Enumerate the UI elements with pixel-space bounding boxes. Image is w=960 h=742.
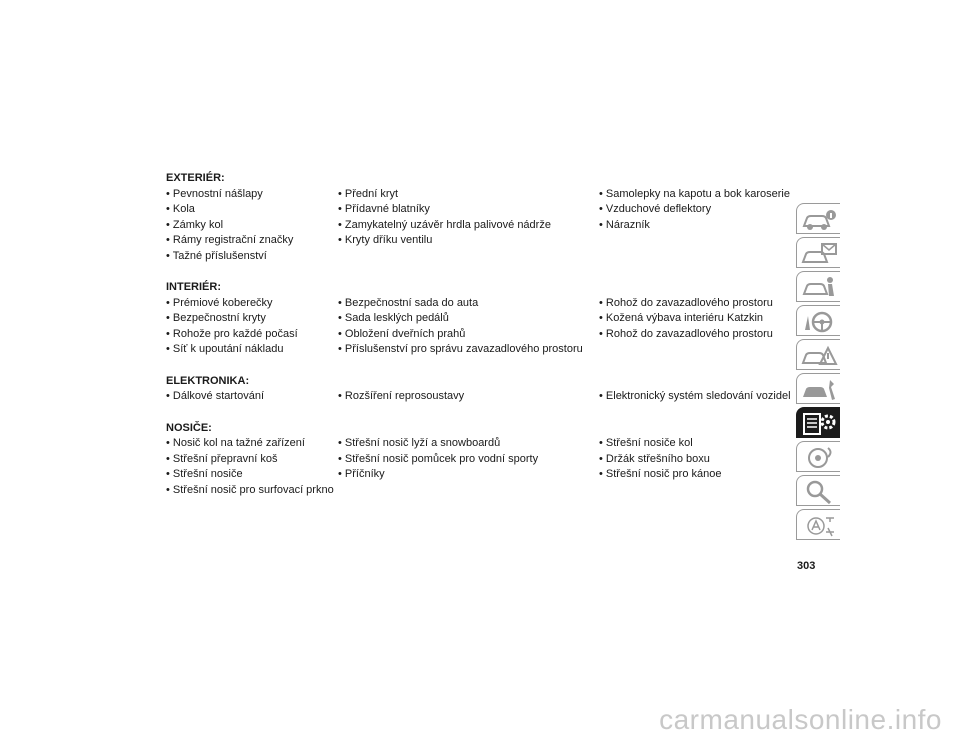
car-service-icon [800,376,838,403]
accessory-row [166,249,786,265]
accessory-item: • Elektronický systém sledování vozidel [599,390,791,402]
spec-gear-icon [800,410,838,437]
accessory-row [166,218,786,234]
tab-car-seat-safety[interactable] [796,271,840,302]
accessory-item: • Příčníky [338,468,385,480]
accessory-row [166,202,786,218]
accessory-section [166,421,786,499]
accessory-item: • Kožená výbava interiéru Katzkin [599,312,764,324]
tab-search[interactable] [796,475,840,506]
chapter-sidebar [796,203,842,543]
accessory-item: • Střešní nosič pro surfovací prkno [166,483,334,496]
accessory-item: • Zámky kol [166,218,224,231]
steering-wheel-icon [800,308,838,335]
tab-car-info[interactable] [796,203,840,234]
accessory-item: • Přídavné blatníky [338,203,430,215]
tab-car-message[interactable] [796,237,840,268]
accessory-item: • Střešní nosiče kol [599,437,693,449]
car-message-icon [800,240,838,267]
section-heading: INTERIÉR: [166,281,221,293]
multimedia-icon [800,444,838,471]
accessory-item: • Pevnostní nášlapy [166,187,263,200]
accessory-item: • Rohož do zavazadlového prostoru [599,327,773,340]
tab-steering-wheel[interactable] [796,305,840,336]
tab-multimedia[interactable] [796,441,840,472]
accessory-item: • Dálkové startování [166,390,265,402]
accessory-row [166,311,786,327]
accessory-item: • Zamykatelný uzávěr hrdla palivové nádrže [338,218,551,231]
accessory-item: • Střešní přepravní koš [166,452,278,465]
accessories-content [166,171,791,514]
accessory-section [166,171,790,264]
accessory-item: • Bezpečnostní kryty [166,312,266,324]
accessory-item: • Rámy registrační značky [166,234,294,246]
accessory-row [166,436,786,452]
accessory-item: • Rohož do zavazadlového prostoru [599,296,773,309]
magnifier-icon [800,478,838,505]
accessory-row [166,296,786,312]
accessory-item: • Příslušenství pro správu zavazadlového prostoru [338,343,583,355]
accessory-item: • Sada lesklých pedálů [338,312,449,324]
car-warning-icon [800,342,838,369]
page-number: 303 [797,560,816,572]
accessory-item: • Držák střešního boxu [599,452,710,465]
accessory-item: • Nosič kol na tažné zařízení [166,437,305,449]
car-info-icon [800,206,838,233]
section-heading: NOSIČE: [166,421,212,434]
accessory-item: • Přední kryt [338,187,399,200]
tab-car-service[interactable] [796,373,840,404]
section-heading: EXTERIÉR: [166,172,225,184]
accessory-item: • Střešní nosič lyží a snowboardů [338,437,501,449]
accessory-row [166,327,786,343]
accessory-section [166,280,786,358]
accessory-row [166,452,786,468]
accessory-item: • Nárazník [599,218,650,231]
accessory-item: • Střešní nosiče [166,468,243,480]
car-seat-safety-icon [800,274,838,301]
accessory-item: • Kryty dříku ventilu [338,234,433,246]
accessory-row [166,389,791,405]
accessory-section [166,374,791,405]
tab-car-warning[interactable] [796,339,840,370]
accessory-item: • Prémiové koberečky [166,296,273,309]
accessory-row [166,342,786,358]
accessory-row [166,483,786,499]
accessory-row [166,467,786,483]
accessory-item: • Obložení dveřních prahů [338,327,466,340]
accessory-item: • Síť k upoutání nákladu [166,343,284,355]
accessory-item: • Vzduchové deflektory [599,203,712,215]
section-heading: ELEKTRONIKA: [166,374,250,387]
accessory-row [166,233,786,249]
accessory-item: • Rozšíření reprosoustavy [338,390,465,402]
tab-language[interactable] [796,509,840,540]
accessory-item: • Rohože pro každé počasí [166,327,298,340]
accessory-item: • Střešní nosič pro kánoe [599,468,722,480]
language-icon [800,512,838,539]
tab-specifications[interactable] [796,407,840,438]
watermark: carmanualsonline.info [659,704,942,735]
accessory-item: • Kola [166,203,195,215]
accessory-row [166,187,790,203]
accessory-item: • Tažné příslušenství [166,249,267,262]
accessory-item: • Samolepky na kapotu a bok karoserie [599,187,790,200]
accessory-item: • Bezpečnostní sada do auta [338,296,479,309]
accessory-item: • Střešní nosič pomůcek pro vodní sporty [338,452,539,465]
